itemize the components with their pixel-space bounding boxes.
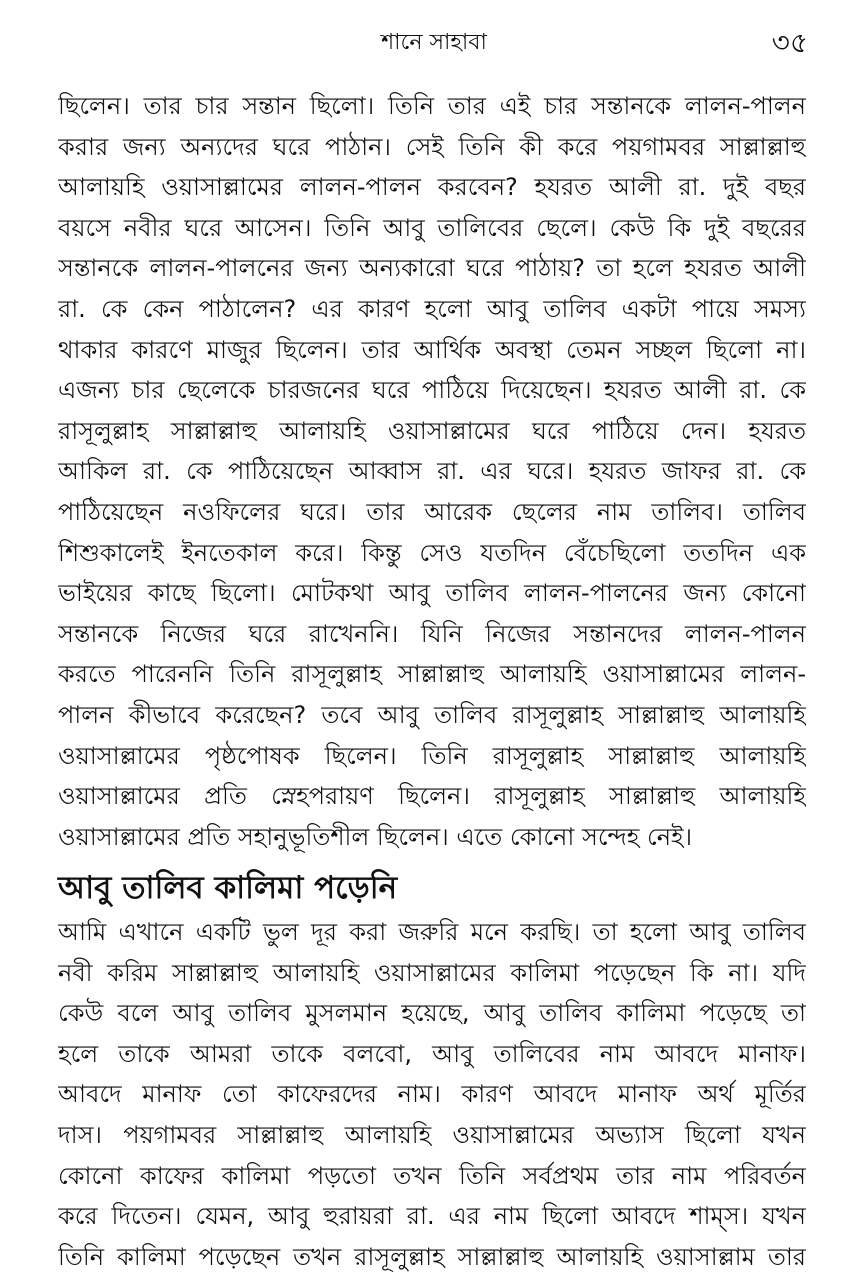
text-line: নবী করিম সাল্লাল্লাহু আলায়হি ওয়াসাল্লামের কালিমা পড়েছেন কি না। যদি bbox=[58, 958, 806, 987]
text-line: আলায়হি ওয়াসাল্লামের লালন-পালন করবেন? হযরত আলী রা. দুই বছর bbox=[58, 173, 806, 202]
text-line: আমি এখানে একটি ভুল দূর করা জরুরি মনে করছি। তা হলো আবু তালিব bbox=[58, 918, 806, 946]
section-heading: আবু তালিব কালিমা পড়েনি bbox=[58, 870, 398, 906]
text-line: রাসূলুল্লাহ সাল্লাল্লাহু আলায়হি ওয়াসাল্লামের ঘরে পাঠিয়ে দেন। হযরত bbox=[58, 416, 806, 445]
text-line: ওয়াসাল্লামের প্রতি সহানুভূতিশীল ছিলেন। এতে কোনো সন্দেহ নেই। bbox=[58, 822, 693, 851]
text-line: ওয়াসাল্লামের পৃষ্ঠপোষক ছিলেন। তিনি রাসূলুল্লাহ সাল্লাল্লাহু আলায়হি bbox=[58, 741, 806, 770]
running-title: শানে সাহাবা bbox=[381, 30, 487, 55]
text-line: ওয়াসাল্লামের প্রতি স্নেহপরায়ণ ছিলেন। রাসূলুল্লাহ সাল্লাল্লাহু আলায়হি bbox=[58, 782, 806, 811]
text-line: শিশুকালেই ইনতেকাল করে। কিন্তু সেও যতদিন বেঁচেছিলো ততদিন এক bbox=[58, 538, 806, 567]
text-line: থাকার কারণে মাজুর ছিলেন। তার আর্থিক অবস্থা তেমন সচ্ছল ছিলো না। bbox=[58, 335, 806, 364]
text-line: করতে পারেননি তিনি রাসূলুল্লাহ সাল্লাল্লাহু আলায়হি ওয়াসাল্লামের লালন- bbox=[58, 660, 806, 689]
text-line: কেউ বলে আবু তালিব মুসলমান হয়েছে, আবু তালিব কালিমা পড়েছে তা bbox=[58, 999, 806, 1028]
page-number: ৩৫ bbox=[771, 26, 808, 59]
text-line: বয়সে নবীর ঘরে আসেন। তিনি আবু তালিবের ছেলে। কেউ কি দুই বছরের bbox=[58, 213, 806, 242]
text-line: তিনি কালিমা পড়েছেন তখন রাসূলুল্লাহ সাল্লাল্লাহু আলায়হি ওয়াসাল্লাম তার bbox=[58, 1242, 806, 1271]
text-line: সন্তানকে লালন-পালনের জন্য অন্যকারো ঘরে পাঠায়? তা হলে হযরত আলী bbox=[58, 254, 806, 283]
text-line: পালন কীভাবে করেছেন? তবে আবু তালিব রাসূলুল্লাহ সাল্লাল্লাহু আলায়হি bbox=[58, 700, 806, 729]
text-line: আবদে মানাফ তো কাফেরদের নাম। কারণ আবদে মানাফ অর্থ মূর্তির bbox=[58, 1080, 806, 1109]
text-line: পাঠিয়েছেন নওফিলের ঘরে। তার আরেক ছেলের নাম তালিব। তালিব bbox=[58, 497, 806, 526]
text-line: ছিলেন। তার চার সন্তান ছিলো। তিনি তার এই চার সন্তানকে লালন-পালন bbox=[58, 92, 806, 120]
text-line: হলে তাকে আমরা তাকে বলবো, আবু তালিবের নাম আবদে মানাফ। bbox=[58, 1039, 806, 1068]
text-line: ভাইয়ের কাছে ছিলো। মোটকথা আবু তালিব লালন-পালনের জন্য কোনো bbox=[58, 579, 806, 608]
text-line: কোনো কাফের কালিমা পড়তো তখন তিনি সর্বপ্রথম তার নাম পরিবর্তন bbox=[58, 1161, 806, 1190]
body-paragraph-1 bbox=[58, 86, 806, 857]
text-line: করার জন্য অন্যদের ঘরে পাঠান। সেই তিনি কী করে পয়গামবর সাল্লাল্লাহু bbox=[58, 132, 806, 161]
text-line: সন্তানকে নিজের ঘরে রাখেননি। যিনি নিজের সন্তানদের লালন-পালন bbox=[58, 619, 806, 648]
text-line: এজন্য চার ছেলেকে চারজনের ঘরে পাঠিয়ে দিয়েছেন। হযরত আলী রা. কে bbox=[58, 376, 806, 405]
text-line: রা. কে কেন পাঠালেন? এর কারণ হলো আবু তালিব একটা পায়ে সমস্য bbox=[58, 294, 806, 323]
text-line: দাস। পয়গামবর সাল্লাল্লাহু আলায়হি ওয়াসাল্লামের অভ্যাস ছিলো যখন bbox=[58, 1120, 806, 1149]
body-paragraph-2 bbox=[58, 912, 806, 1277]
text-line: আকিল রা. কে পাঠিয়েছেন আব্বাস রা. এর ঘরে। হযরত জাফর রা. কে bbox=[58, 457, 806, 486]
text-line: করে দিতেন। যেমন, আবু হুরায়রা রা. এর নাম ছিলো আবদে শাম্‌স। যখন bbox=[58, 1202, 806, 1231]
running-header bbox=[0, 20, 868, 60]
